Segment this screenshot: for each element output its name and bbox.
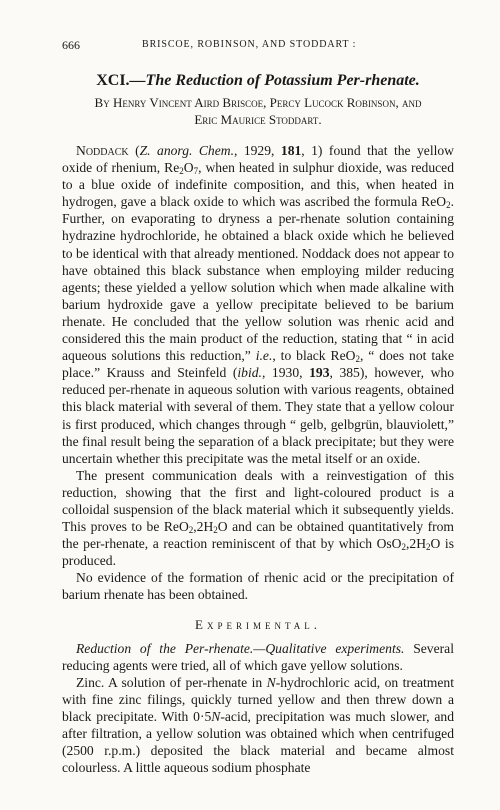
italic-abbrev: ibid. xyxy=(237,365,262,381)
text-run: Several reducing agents were tried, all of which gave yellow solutions. xyxy=(62,640,454,673)
subscript: 7 xyxy=(193,166,199,177)
subscript: 2 xyxy=(355,354,360,365)
authors-line-2: Eric Maurice Stoddart. xyxy=(194,112,322,127)
italic-abbrev: i.e. xyxy=(255,348,273,364)
subscript: 2 xyxy=(401,542,407,553)
text-run: O is produced. xyxy=(62,536,454,569)
text-run: O xyxy=(183,160,194,176)
subscript: 2 xyxy=(446,200,451,211)
text-run: , 1) found that the yellow oxide of rhenium, Re xyxy=(62,143,455,176)
volume-number: 181 xyxy=(280,143,302,158)
text-run: , when heated in sulphur dioxide, was reduced to a blue oxide of indefinite composition, and this, when heated in hydrogen, gave a black oxide to which was ascribed the formula ReO xyxy=(62,160,454,210)
article-title-text: —The Reduction of Potassium Per-rhenate. xyxy=(129,72,420,89)
subsection-lead: Reduction of the Per-rhenate.—Qualitative experiments. xyxy=(76,640,405,656)
text-run: -acid, precipitation was much slower, and after filtration, a yellow solution was obtained which when centrifuged (2500 r.p.m.) deposited the black material and became almost colourless. A little aqueous sodium phosphate xyxy=(62,709,455,776)
text-run: ,2H xyxy=(193,519,214,535)
text-run: Zinc. A solution of per-rhenate in xyxy=(76,674,267,690)
journal-reference: Z. anorg. Chem. xyxy=(139,143,234,158)
volume-number: 193 xyxy=(309,365,330,381)
text-run: , 385), however, who reduced per-rhenate in aqueous solution with various reagents, obtained this black material with several of them. They state that a yellow colour is first produced, which changes through “ gelb, gelbgrün, blauviolett,” the final result being the separation of a black precipitate; but they were uncertain whether this precipitate was the metal itself or an oxide. xyxy=(62,365,454,466)
subscript: 2 xyxy=(426,542,431,553)
author-name: Noddack xyxy=(76,143,129,158)
subscript: 2 xyxy=(213,525,218,536)
reference-year: , 1929, xyxy=(233,143,281,158)
text-run: , to black ReO xyxy=(272,348,356,364)
text-run: , “ does not take place.” Krauss and Steinfeld ( xyxy=(62,348,454,381)
article-title xyxy=(62,72,454,90)
page-number: 666 xyxy=(62,38,80,52)
subscript: 2 xyxy=(188,525,194,536)
text-run: O and can be obtained quantitatively from the per-rhenate, a reaction reminiscent of that by which OsO xyxy=(62,519,454,552)
text-run: . Further, on evaporating to dryness a per-rhenate solution containing hydrazine hydrochloride, he obtained a black oxide which he believed to be identical with that already mentioned. Noddack does not appear to have obtained this black substance when employing milder reducing agents; these yielded a yellow solution which when made alkaline with barium hydroxide gave a yellow precipitate believed to be barium rhenate. He concluded that the yellow solution was rhenic acid and considered this the main product of the reduction, stating that “ in acid aqueous solutions this reduction,” xyxy=(62,194,454,364)
running-head xyxy=(62,38,454,54)
text-run: -hydrochloric acid, on treatment with fine zinc filings, quickly turned yellow and then threw down a black precipitate. With 0·5 xyxy=(62,674,454,724)
paragraph-3: No evidence of the formation of rhenic acid or the precipitation of barium rhenate has been obtained. xyxy=(62,570,454,603)
article-number: XCI. xyxy=(96,72,130,89)
paragraph-4 xyxy=(62,640,454,674)
section-heading: Experimental. xyxy=(195,616,321,632)
text-run: , 1930, xyxy=(261,365,310,381)
paragraph-2 xyxy=(62,467,454,570)
authors xyxy=(62,94,454,128)
subscript: 2 xyxy=(179,166,184,177)
article-body xyxy=(62,142,454,776)
running-title: BRISCOE, ROBINSON, AND STODDART : xyxy=(142,39,357,50)
paragraph-1: Noddack (Z. anorg. Chem., 1929, 181, 1) found that the yellow oxide of rhenium, $Re_2O_7$, when heated in sulphur dioxide, was reduced to a blue oxide of indefinite composition, and this, when heated in hydrogen, gave a black oxide to which was ascribed the formula ReO$_2$. Further, on evaporating to dryness a per-rhenate solution containing hydrazine hydrochloride, he obtained a black oxide which he believed to be identical with that already mentioned. Noddack does not appear to have obtained this black substance when employing milder reducing agents; these yielded a yellow solution which when made alkaline with barium hydroxide gave a yellow precipitate believed to be barium rhenate. He concluded that the yellow solution was rhenic acid and considered this the main product of the reduction, stating that “ in acid aqueous solutions this reduction,” i.e., to black ReO$_2$, “ does not take place.” Krauss and Steinfeld (ibid., 1930, 193, 385), however, who reduced per-rhenate in aqueous solution with various reagents, obtained this black material with several of them. They state that a yellow colour is first produced, which changes through “ gelb, gelbgrün, blauviolett,” the final result being the separation of a black precipitate; but they were uncertain whether this precipitate was the metal itself or an oxide. xyxy=(62,143,455,466)
paragraph-5 xyxy=(62,674,454,777)
text-run: The present communication deals with a reinvestigation of this reduction, showing that the first and light-coloured product is a colloidal suspension of the black material which it subsequently yields. This proves to be ReO xyxy=(62,467,454,535)
italic-symbol: N xyxy=(211,709,221,724)
italic-symbol: N xyxy=(266,674,276,690)
authors-line-1: By Henry Vincent Aird Briscoe, Percy Lucock Robinson, and xyxy=(94,95,422,110)
text-run: ,2H xyxy=(406,536,427,552)
